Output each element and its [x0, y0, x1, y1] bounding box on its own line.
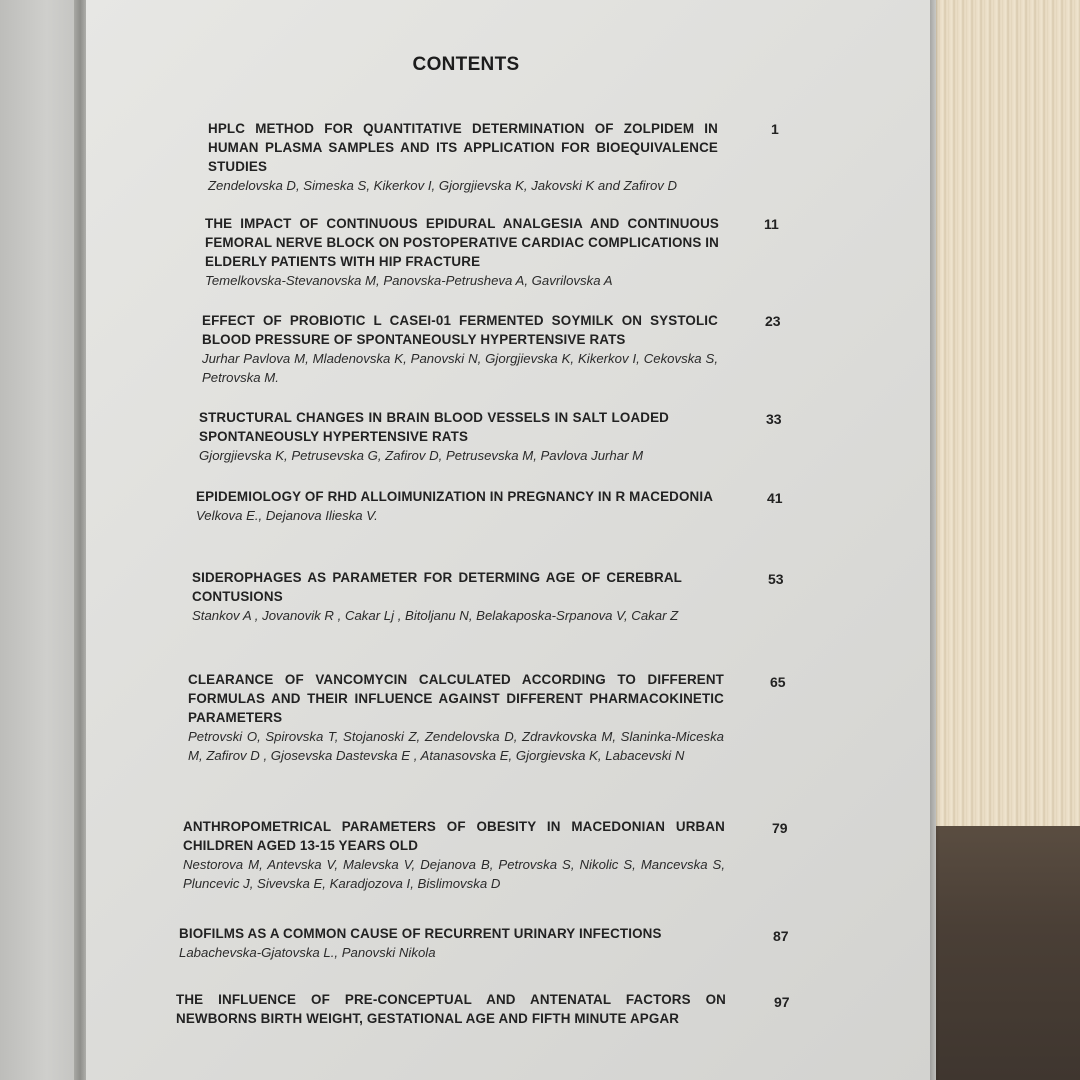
toc-entry-authors: Temelkovska-Stevanovska M, Panovska-Petrusheva A, Gavrilovska A — [205, 273, 613, 288]
toc-entry-page: 87 — [773, 928, 789, 944]
toc-entry — [196, 487, 720, 525]
toc-entry — [199, 408, 669, 465]
page-title: CONTENTS — [412, 54, 520, 75]
toc-entry-title: THE INFLUENCE OF PRE-CONCEPTUAL AND ANTENATAL FACTORS ON NEWBORNS BIRTH WEIGHT, GESTATIONAL AGE AND FIFTH MINUTE APGAR — [176, 992, 726, 1026]
toc-entry-authors: Zendelovska D, Simeska S, Kikerkov I, Gjorgjievska K, Jakovski K and Zafirov D — [208, 178, 678, 193]
toc-entry — [205, 214, 719, 290]
toc-entry-title: THE IMPACT OF CONTINUOUS EPIDURAL ANALGESIA AND CONTINUOUS FEMORAL NERVE BLOCK ON POSTOPERATIVE CARDIAC COMPLICATIONS IN ELDERLY PATIENTS WITH HIP FRACTURE — [205, 216, 719, 269]
toc-entry-authors: Nestorova M, Antevska V, Malevska V, Dejanova B, Petrovska S, Nikolic S, Mancevska S, Pluncevic J, Sivevska E, Karadjozova I, Bislimovska D — [183, 857, 725, 891]
toc-entry-title: SIDEROPHAGES AS PARAMETER FOR DETERMING AGE OF CEREBRAL CONTUSIONS — [192, 570, 682, 604]
toc-entry — [188, 670, 724, 765]
toc-entry-title: EPIDEMIOLOGY OF RHD ALLOIMUNIZATION IN PREGNANCY IN R MACEDONIA — [196, 489, 714, 504]
toc-entry-page: 11 — [764, 216, 779, 232]
toc-entry-authors: Petrovski O, Spirovska T, Stojanoski Z, Zendelovska D, Zdravkovska M, Slaninka-Miceska M, Zafirov D , Gjosevska Dastevska E , Atanasovska E, Gjorgievska K, Labacevski N — [188, 729, 724, 763]
toc-entry — [202, 311, 718, 387]
toc-entry — [208, 119, 718, 195]
toc-entry — [179, 924, 699, 962]
page-edge-shadow — [930, 0, 940, 1080]
left-facing-page — [0, 0, 78, 1080]
toc-entry-authors: Velkova E., Dejanova Ilieska V. — [196, 508, 378, 523]
toc-entry-page: 33 — [766, 411, 782, 427]
toc-entry-page: 65 — [770, 674, 786, 690]
toc-entry-authors: Labachevska-Gjatovska L., Panovski Nikola — [179, 945, 436, 960]
toc-entry-authors: Gjorgjievska K, Petrusevska G, Zafirov D, Petrusevska M, Pavlova Jurhar M — [199, 448, 644, 463]
toc-entry-title: HPLC METHOD FOR QUANTITATIVE DETERMINATION OF ZOLPIDEM IN HUMAN PLASMA SAMPLES AND ITS APPLICATION FOR BIOEQUIVALENCE STUDIES — [208, 121, 718, 174]
toc-entry-authors: Jurhar Pavlova M, Mladenovska K, Panovski N, Gjorgjievska K, Kikerkov I, Cekovska S, Petrovska M. — [202, 351, 718, 385]
contents-page — [86, 0, 936, 1080]
toc-entry-title: BIOFILMS AS A COMMON CAUSE OF RECURRENT URINARY INFECTIONS — [179, 926, 662, 941]
toc-entry — [192, 568, 682, 625]
toc-entry-page: 79 — [772, 820, 788, 836]
toc-entry-page: 41 — [767, 490, 783, 506]
toc-entry-page: 53 — [768, 571, 784, 587]
toc-entry-title: ANTHROPOMETRICAL PARAMETERS OF OBESITY IN MACEDONIAN URBAN CHILDREN AGED 13-15 YEARS OLD — [183, 819, 725, 853]
toc-entry-title: EFFECT OF PROBIOTIC L CASEI-01 FERMENTED SOYMILK ON SYSTOLIC BLOOD PRESSURE OF SPONTANEOUSLY HYPERTENSIVE RATS — [202, 313, 718, 347]
toc-entry-page: 1 — [771, 121, 779, 137]
toc-entry — [183, 817, 725, 893]
toc-entry-authors: Stankov A , Jovanovik R , Cakar Lj , Bitoljanu N, Belakaposka-Srpanova V, Cakar Z — [192, 608, 679, 623]
toc-entry-page: 23 — [765, 313, 781, 329]
toc-entry — [176, 990, 726, 1028]
toc-entry-page: 97 — [774, 994, 790, 1010]
toc-entry-title: STRUCTURAL CHANGES IN BRAIN BLOOD VESSELS IN SALT LOADED SPONTANEOUSLY HYPERTENSIVE RATS — [199, 410, 669, 444]
toc-entry-title: CLEARANCE OF VANCOMYCIN CALCULATED ACCORDING TO DIFFERENT FORMULAS AND THEIR INFLUENCE AGAINST DIFFERENT PHARMACOKINETIC PARAMETERS — [188, 672, 724, 725]
